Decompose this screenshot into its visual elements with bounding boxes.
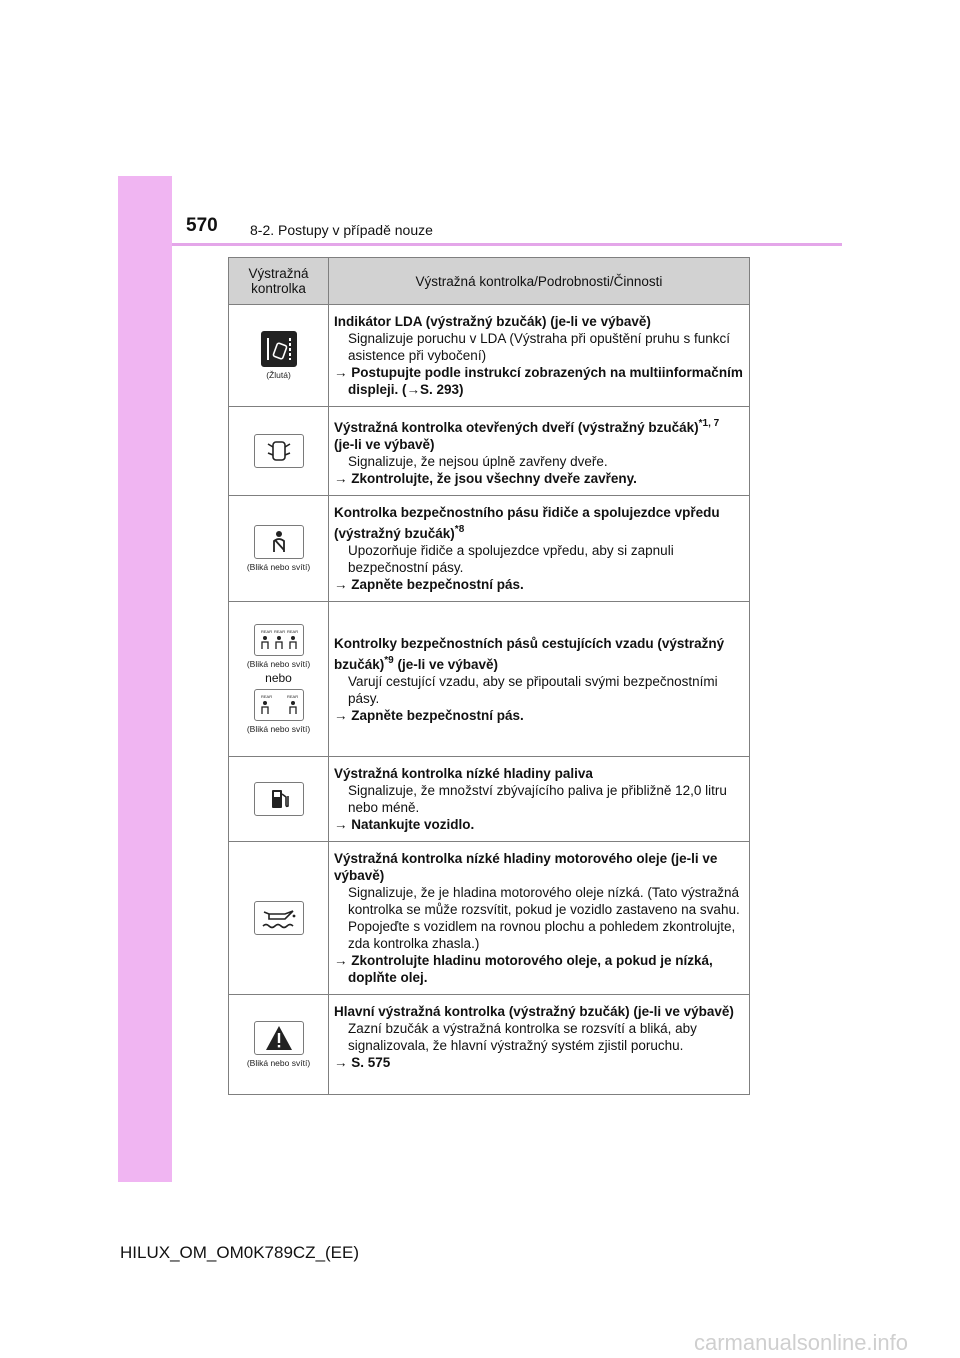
row-title xyxy=(334,504,743,542)
master-warning-icon xyxy=(254,1021,304,1055)
icon-cell xyxy=(229,602,329,757)
icon-cell xyxy=(229,757,329,842)
row-body: Signalizuje, že množství zbývajícího paliva je přibližně 12,0 litru nebo méně. xyxy=(348,783,727,815)
open-door-icon xyxy=(254,434,304,468)
row-action-text: Zkontrolujte, že jsou všechny dveře zavřeny. xyxy=(351,471,637,486)
row-action: → Postupujte podle instrukcí zobrazených na multiinformačním displeji. (→S. 293) xyxy=(334,365,743,397)
row-body: Zazní bzučák a výstražná kontrolka se rozsvítí a bliká, aby signalizovala, že hlavní výstražný systém zjistil poruchu. xyxy=(348,1021,697,1053)
icon-caption: (Bliká nebo svítí) xyxy=(246,562,311,572)
watermark: carmanualsonline.info xyxy=(694,1330,909,1355)
row-action: → Natankujte vozidlo. xyxy=(334,817,475,832)
lda-indicator-icon xyxy=(261,331,297,367)
icon-cell xyxy=(229,407,329,496)
row-action-text: Postupujte podle instrukcí zobrazených na multiinformačním displeji. (→S. 293) xyxy=(348,365,743,397)
row-title: Indikátor LDA (výstražný bzučák) (je-li ve výbavě) xyxy=(334,314,651,329)
row-title: Výstražná kontrolka nízké hladiny motorového oleje (je-li ve výbavě) xyxy=(334,851,718,883)
row-title xyxy=(334,635,743,673)
table-row xyxy=(229,602,750,757)
row-title-text: Výstražná kontrolka otevřených dveří (výstražný bzučák) xyxy=(334,420,699,435)
row-action-text: S. 575 xyxy=(351,1055,391,1070)
description-cell xyxy=(329,995,750,1095)
icon-caption: (Bliká nebo svítí) xyxy=(246,1058,311,1068)
row-action: → Zkontrolujte hladinu motorového oleje, a pokud je nízká, doplňte olej. xyxy=(334,953,713,985)
row-action: → Zapněte bezpečnostní pás. xyxy=(334,577,524,592)
row-title-suffix: (je-li ve výbavě) xyxy=(334,437,435,452)
header-divider xyxy=(172,243,842,246)
description-cell xyxy=(329,496,750,602)
icon-cell xyxy=(229,496,329,602)
rear-label: REAR xyxy=(260,694,272,699)
row-title-suffix: (je-li ve výbavě) xyxy=(397,656,499,672)
description-cell xyxy=(329,842,750,995)
document-code: HILUX_OM_OM0K789CZ_(EE) xyxy=(120,1243,360,1262)
warning-lights-table xyxy=(228,257,750,1095)
col-header-light: Výstražná kontrolka xyxy=(229,258,329,305)
row-title-text: Kontrolky bezpečnostních pásů cestujících vzadu (výstražný bzučák) xyxy=(334,635,725,672)
row-body: Signalizuje, že nejsou úplně zavřeny dveře. xyxy=(348,454,608,469)
icon-cell xyxy=(229,842,329,995)
row-action-text: Zapněte bezpečnostní pás. xyxy=(351,707,524,723)
description-cell xyxy=(329,305,750,407)
rear-label: REAR xyxy=(273,629,285,634)
table-row xyxy=(229,842,750,995)
icon-caption: (Žlutá) xyxy=(266,370,291,380)
row-action-text: Zapněte bezpečnostní pás. xyxy=(351,577,524,592)
row-action: → S. 575 xyxy=(334,1055,391,1070)
icon-caption: (Bliká nebo svítí) xyxy=(246,724,311,734)
description-cell xyxy=(329,602,750,757)
row-title: Výstražná kontrolka nízké hladiny paliva xyxy=(334,766,593,781)
description-cell xyxy=(329,407,750,496)
table-row xyxy=(229,995,750,1095)
chapter-side-tab xyxy=(118,176,172,1182)
row-title: Hlavní výstražná kontrolka (výstražný bzučák) (je-li ve výbavě) xyxy=(334,1004,734,1019)
table-row xyxy=(229,496,750,602)
row-action: → Zkontrolujte, že jsou všechny dveře zavřeny. xyxy=(334,471,637,486)
icon-cell xyxy=(229,995,329,1095)
page-number: 570 xyxy=(186,215,218,236)
col-header-details: Výstražná kontrolka/Podrobnosti/Činnosti xyxy=(329,258,750,305)
seatbelt-icon xyxy=(254,525,304,559)
icon-caption: (Bliká nebo svítí) xyxy=(246,659,311,669)
table-row xyxy=(229,757,750,842)
footnote-ref: *1, 7 xyxy=(698,418,720,429)
rear-label: REAR xyxy=(286,694,298,699)
or-label: nebo xyxy=(265,671,292,685)
rear-seatbelt-icon xyxy=(254,624,304,656)
rear-seatbelt-alt-icon xyxy=(254,689,304,721)
fuel-pump-icon xyxy=(254,782,304,816)
oil-level-icon xyxy=(254,901,304,935)
row-action-text: Zkontrolujte hladinu motorového oleje, a pokud je nízká, doplňte olej. xyxy=(348,953,713,985)
row-body: Signalizuje poruchu v LDA (Výstraha při opuštění pruhu s funkcí asistence při vybočení) xyxy=(348,331,730,363)
rear-label: REAR xyxy=(260,629,272,634)
row-title-text: Kontrolka bezpečnostního pásu řidiče a spolujezdce vpředu (výstražný bzučák) xyxy=(334,505,720,541)
row-action: → Zapněte bezpečnostní pás. xyxy=(334,707,524,723)
table-row xyxy=(229,305,750,407)
rear-label: REAR xyxy=(286,629,298,634)
row-body: Upozorňuje řidiče a spolujezdce vpředu, aby si zapnuli bezpečnostní pásy. xyxy=(348,543,674,575)
row-action-text: Natankujte vozidlo. xyxy=(351,817,475,832)
row-title xyxy=(334,415,743,436)
footnote-ref: *8 xyxy=(454,524,465,535)
description-cell xyxy=(329,757,750,842)
table-row xyxy=(229,407,750,496)
table-header-row xyxy=(229,258,750,305)
row-body: Signalizuje, že je hladina motorového oleje nízká. (Tato výstražná kontrolka se může rozsvítit, pokud je vozidlo zastaveno na svahu. Popojeďte s vozidlem na rovnou plochu a pohledem zkontrolujte, zda kontrolka zhasla.) xyxy=(348,885,740,951)
section-title: 8-2. Postupy v případě nouze xyxy=(250,222,433,238)
icon-cell xyxy=(229,305,329,407)
row-body: Varují cestující vzadu, aby se připoutali svými bezpečnostními pásy. xyxy=(348,673,718,706)
footnote-ref: *9 xyxy=(384,654,394,666)
